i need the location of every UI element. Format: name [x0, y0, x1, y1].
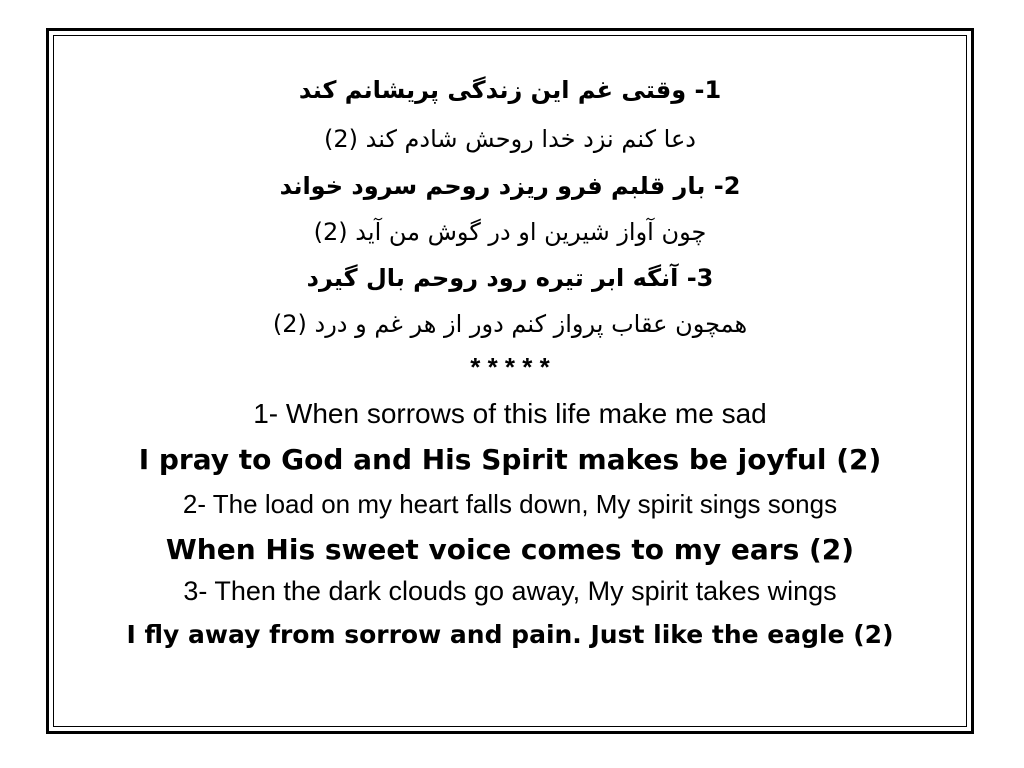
english-verse2-line1: 2- The load on my heart falls down, My spirit sings songs	[182, 489, 838, 519]
english-verse1-line1: 1- When sorrows of this life make me sad	[253, 398, 767, 429]
english-verse1-line2: I pray to God and His Spirit makes be joyful (2)	[138, 443, 882, 476]
farsi-verse2-line2: چون آواز شیرین او در گوش من آید (2)	[313, 218, 707, 246]
english-verse2-line2: When His sweet voice comes to my ears (2)	[165, 533, 855, 566]
farsi-verse3-line1: 3- آنگه ابر تیره رود روحم بال گیرد	[306, 264, 714, 292]
english-verse3-line2: I fly away from sorrow and pain. Just like the eagle (2)	[126, 620, 894, 649]
farsi-verse2-line1: 2- بار قلبم فرو ریزد روحم سرود خواند	[279, 172, 741, 200]
farsi-verse1-line1: 1- وقتی غم این زندگی پریشانم کند	[298, 76, 722, 104]
separator: * * * * *	[470, 352, 550, 382]
farsi-verse1-line2: دعا کنم نزد خدا روحش شادم کند (2)	[324, 125, 696, 153]
english-verse3-line1: 3- Then the dark clouds go away, My spirit takes wings	[183, 576, 837, 606]
farsi-verse3-line2: همچون عقاب پرواز کنم دور از هر غم و درد (2)	[272, 310, 748, 338]
